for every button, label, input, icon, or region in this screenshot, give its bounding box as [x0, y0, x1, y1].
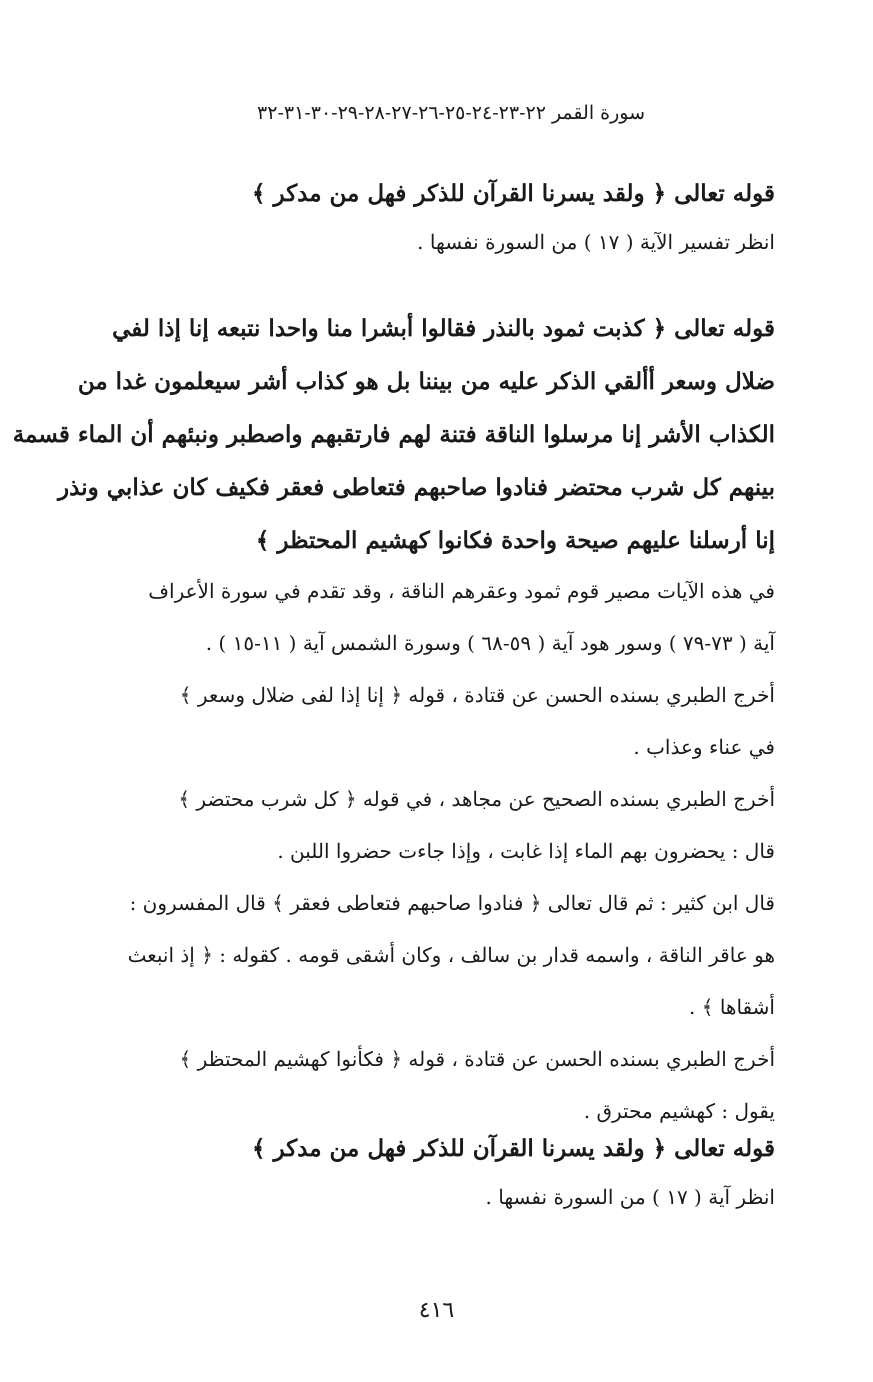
commentary-line: في هذه الآيات مصير قوم ثمود وعقرهم الناقة ، وقد تقدم في سورة الأعراف [148, 579, 775, 603]
verse-line: بينهم كل شرب محتضر فنادوا صاحبهم فتعاطى فعقر فكيف كان عذابي ونذر [58, 474, 775, 501]
verse-heading: قوله تعالى ﴿ ولقد يسرنا القرآن للذكر فهل من مدكر ﴾ [252, 180, 775, 207]
commentary-paragraph [70, 669, 775, 773]
commentary-line: أخرج الطبري بسنده الحسن عن قتادة ، قوله ﴿ فكأنوا كهشيم المحتظر ﴾ [179, 1047, 775, 1071]
commentary-paragraph [70, 773, 775, 877]
verse-line: ضلال وسعر أألقي الذكر عليه من بيننا بل هو كذاب أشر سيعلمون غدا من [77, 368, 775, 395]
cross-reference-note: انظر آية ( ١٧ ) من السورة نفسها . [485, 1185, 775, 1209]
commentary-line: يقول : كهشيم محترق . [583, 1099, 775, 1123]
commentary-line: أخرج الطبري بسنده الحسن عن قتادة ، قوله ﴿ إنا إذا لفى ضلال وسعر ﴾ [179, 683, 775, 707]
cross-reference-note: انظر تفسير الآية ( ١٧ ) من السورة نفسها . [417, 230, 775, 254]
commentary-line: قال : يحضرون بهم الماء إذا غابت ، وإذا جاءت حضروا اللبن . [277, 839, 775, 863]
verse-line: الكذاب الأشر إنا مرسلوا الناقة فتنة لهم فارتقبهم واصطبر ونبئهم أن الماء قسمة [12, 421, 775, 448]
verse-line: قوله تعالى ﴿ كذبت ثمود بالنذر فقالوا أبشرا منا واحدا نتبعه إنا إذا لفي [112, 315, 775, 342]
section-1 [70, 166, 775, 264]
commentary-line: في عناء وعذاب . [633, 735, 775, 759]
commentary-line: أشقاها ﴾ . [689, 995, 775, 1019]
commentary-line: هو عاقر الناقة ، واسمه قدار بن سالف ، وكان أشقى قومه . كقوله : ﴿ إذ انبعث [127, 943, 775, 967]
commentary-line: قال ابن كثير : ثم قال تعالى ﴿ فنادوا صاحبهم فتعاطى فعقر ﴾ قال المفسرون : [129, 891, 775, 915]
commentary-line: أخرج الطبري بسنده الصحيح عن مجاهد ، في قوله ﴿ كل شرب محتضر ﴾ [178, 787, 775, 811]
verse-text [12, 302, 775, 567]
section-3 [70, 1121, 775, 1219]
commentary-paragraph [70, 565, 775, 669]
commentary-paragraph [70, 877, 775, 1033]
verse-line: إنا أرسلنا عليهم صيحة واحدة فكانوا كهشيم المحتظر ﴾ [255, 527, 775, 554]
verse-block [12, 302, 775, 567]
commentary-line: آية ( ٧٣-٧٩ ) وسور هود آية ( ٥٩-٦٨ ) وسورة الشمس آية ( ١١-١٥ ) . [205, 631, 775, 655]
commentary-block [70, 565, 775, 1137]
verse-heading: قوله تعالى ﴿ ولقد يسرنا القرآن للذكر فهل من مدكر ﴾ [252, 1135, 775, 1162]
running-header: سورة القمر ٢٢-٢٣-٢٤-٢٥-٢٦-٢٧-٢٨-٢٩-٣٠-٣١-٣٢ [257, 102, 645, 124]
page-number: ٤١٦ [418, 1298, 455, 1323]
